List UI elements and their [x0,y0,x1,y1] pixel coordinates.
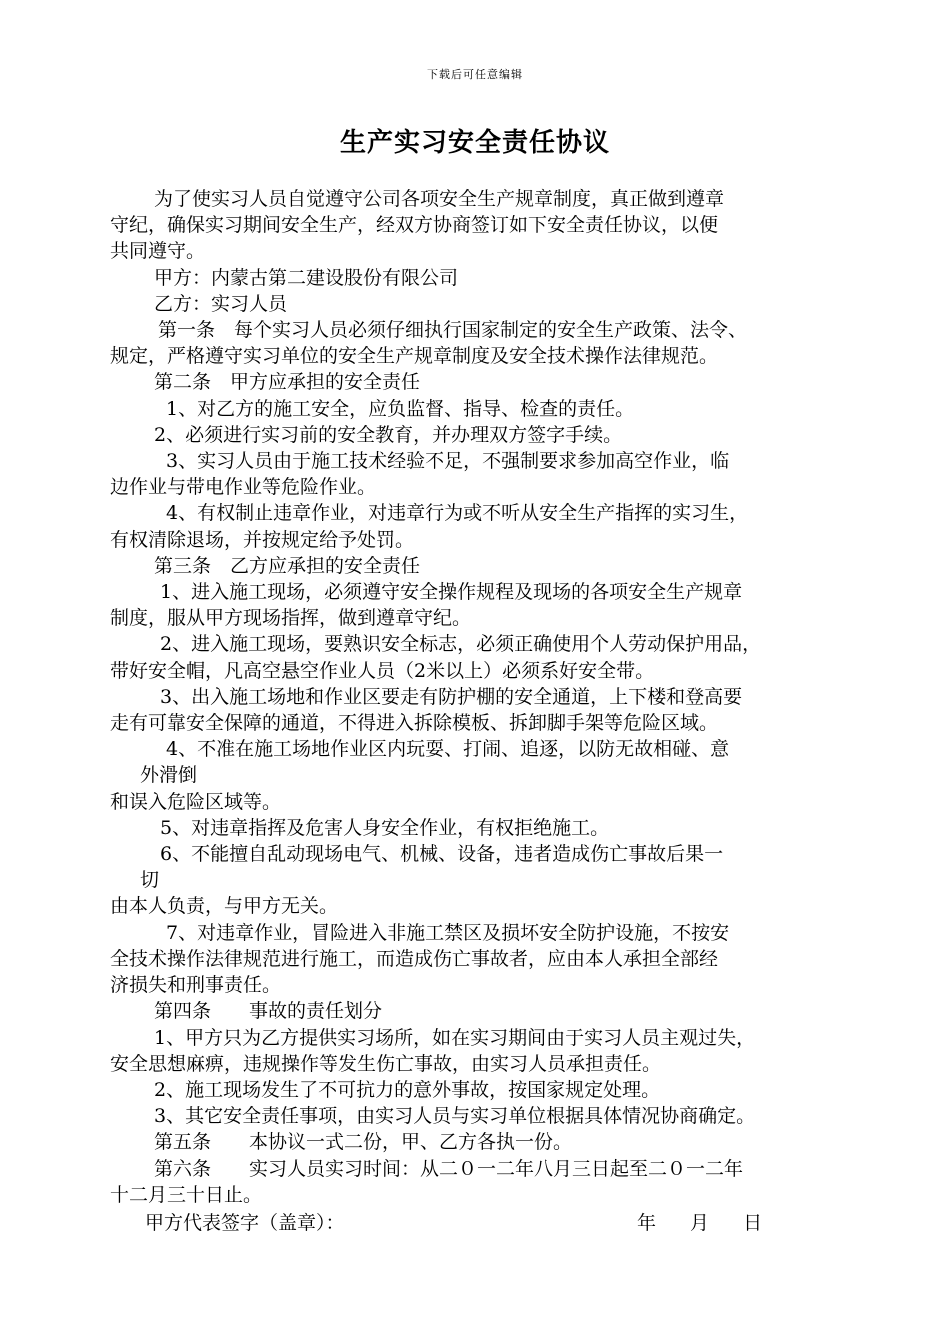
body-line: 为了使实习人员自觉遵守公司各项安全生产规章制度，真正做到遵章 [154,188,725,210]
body-line: 和误入危险区域等。 [110,790,282,813]
page-header-note: 下载后可任意编辑 [427,68,523,81]
body-line: 5、对违章指挥及危害人身安全作业，有权拒绝施工。 [160,816,610,839]
agreement-body [110,186,860,1208]
body-line: 由本人负责，与甲方无关。 [110,895,339,918]
body-line: 1、进入施工现场，必须遵守安全操作规程及现场的各项安全生产规章 [160,581,743,604]
body-line: 1、对乙方的施工安全，应负监督、指导、检查的责任。 [166,397,635,420]
body-line: 乙方：实习人员 [154,292,288,315]
body-line: 第三条 乙方应承担的安全责任 [154,554,421,577]
body-line: 甲方：内蒙古第二建设股份有限公司 [154,266,459,289]
body-line: 切 [140,869,160,892]
body-line: 3、出入施工场地和作业区要走有防护棚的安全通道，上下楼和登高要 [160,685,743,708]
body-line: 6、不能擅自乱动现场电气、机械、设备，违者造成伤亡事故后果一 [160,843,724,866]
body-line: 共同遵守。 [110,240,206,263]
signature-label: 甲方代表签字（盖章）： [145,1212,345,1234]
signature-date: 年 月 日 [637,1212,763,1234]
body-line: 外滑倒 [140,764,198,787]
body-line: 3、其它安全责任事项，由实习人员与实习单位根据具体情况协商确定。 [154,1105,756,1128]
body-line: 4、不准在施工场地作业区内玩耍、打闹、追逐，以防无故相碰、意 [166,738,730,761]
body-line: 制度，服从甲方现场指挥，做到遵章守纪。 [110,607,472,630]
body-line: 安全思想麻痹，违规操作等发生伤亡事故，由实习人员承担责任。 [110,1052,662,1075]
body-line: 2、施工现场发生了不可抗力的意外事故，按国家规定处理。 [154,1078,661,1101]
body-line: 7、对违章作业，冒险进入非施工禁区及损坏安全防护设施，不按安 [166,921,730,944]
body-line: 4、有权制止违章作业，对违章行为或不听从安全生产指挥的实习生， [166,502,749,525]
body-line: 第一条 每个实习人员必须仔细执行国家制定的安全生产政策、法令、 [158,319,748,342]
body-line: 1、甲方只为乙方提供实习场所，如在实习期间由于实习人员主观过失， [154,1026,756,1049]
body-line: 走有可靠安全保障的通道，不得进入拆除模板、拆卸脚手架等危险区域。 [110,712,719,735]
body-line: 边作业与带电作业等危险作业。 [110,476,377,499]
body-line: 规定，严格遵守实习单位的安全生产规章制度及安全技术操作法律规范。 [110,345,719,368]
body-line: 守纪，确保实习期间安全生产，经双方协商签订如下安全责任协议，以便 [110,214,719,237]
body-line: 济损失和刑事责任。 [110,974,282,997]
signature-line [145,1208,845,1235]
body-line: 十二月三十日止。 [110,1183,263,1206]
body-line: 2、进入施工现场，要熟识安全标志，必须正确使用个人劳动保护用品， [160,633,762,656]
body-line: 第六条 实习人员实习时间：从二０一二年八月三日起至二０一二年 [154,1157,744,1180]
body-line: 2、必须进行实习前的安全教育，并办理双方签字手续。 [154,423,623,446]
body-line: 带好安全帽，凡高空悬空作业人员（2米以上）必须系好安全带。 [110,659,655,682]
body-line: 第四条 事故的责任划分 [154,1000,383,1023]
body-line: 有权清除退场，并按规定给予处罚。 [110,528,415,551]
body-line: 3、实习人员由于施工技术经验不足，不强制要求参加高空作业，临 [166,450,730,473]
body-line: 第二条 甲方应承担的安全责任 [154,371,421,394]
body-line: 全技术操作法律规范进行施工，而造成伤亡事故者，应由本人承担全部经 [110,947,719,970]
body-line: 第五条 本协议一式二份，甲、乙方各执一份。 [154,1131,573,1154]
document-title: 生产实习安全责任协议 [339,128,610,158]
